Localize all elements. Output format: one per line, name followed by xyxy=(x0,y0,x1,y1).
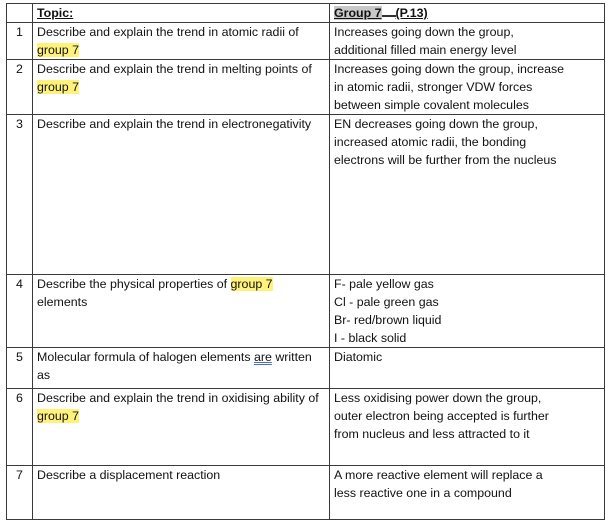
header-topic-cell xyxy=(33,4,330,23)
answer-cell xyxy=(330,466,605,520)
table-row xyxy=(7,115,605,275)
row-number: 5 xyxy=(7,348,33,389)
header-num-cell xyxy=(7,4,33,23)
topic-text: Describe and explain the trend in electronegativity xyxy=(37,117,312,131)
table-row xyxy=(7,60,605,115)
answer-line: A more reactive element will replace a xyxy=(334,468,543,482)
answer-cell xyxy=(330,389,605,466)
answer-line: less reactive one in a compound xyxy=(334,486,512,500)
answer-line: I - black solid xyxy=(334,331,407,345)
topic-text: Molecular formula of halogen elements xyxy=(37,350,254,364)
table-row xyxy=(7,389,605,466)
table-row xyxy=(7,275,605,348)
topic-cell xyxy=(33,348,330,389)
topic-highlight: group 7 xyxy=(37,409,80,423)
topic-text: Describe and explain the trend in oxidising ability of xyxy=(37,391,319,405)
answer-line: outer electron being accepted is further xyxy=(334,409,549,423)
answer-line: increased atomic radii, the bonding xyxy=(334,135,527,149)
row-number: 3 xyxy=(7,115,33,275)
answer-cell xyxy=(330,348,605,389)
topic-cell xyxy=(33,466,330,520)
header-answer-cell xyxy=(330,4,605,23)
topic-heading: Topic: xyxy=(37,6,74,20)
topic-text-end: written as xyxy=(37,350,312,382)
topic-cell xyxy=(33,115,330,275)
topic-cell xyxy=(33,60,330,115)
revision-table xyxy=(6,3,605,520)
page-reference: (P.13) xyxy=(395,6,428,20)
answer-line: Increases going down the group, increase xyxy=(334,62,565,76)
row-number: 6 xyxy=(7,389,33,466)
text-cursor-mark xyxy=(382,4,396,17)
answer-cell xyxy=(330,60,605,115)
answer-line: additional filled main energy level xyxy=(334,43,517,57)
answer-line: from nucleus and less attracted to it xyxy=(334,427,530,441)
answer-line: between simple covalent molecules xyxy=(334,98,529,112)
topic-text: Describe and explain the trend in melting points of xyxy=(37,62,312,76)
grammar-flag-word: are xyxy=(253,350,272,364)
row-number: 2 xyxy=(7,60,33,115)
answer-line: F- pale yellow gas xyxy=(334,277,434,291)
answer-cell xyxy=(330,115,605,275)
row-number: 4 xyxy=(7,275,33,348)
table-row xyxy=(7,348,605,389)
answer-line: Diatomic xyxy=(334,350,383,364)
answer-line: Cl - pale green gas xyxy=(334,295,439,309)
answer-line: in atomic radii, stronger VDW forces xyxy=(334,80,533,94)
topic-highlight: group 7 xyxy=(37,43,80,57)
topic-cell xyxy=(33,275,330,348)
row-number: 1 xyxy=(7,23,33,60)
topic-cell xyxy=(33,389,330,466)
topic-text: Describe a displacement reaction xyxy=(37,468,221,482)
table-row xyxy=(7,23,605,60)
group-heading: Group 7 xyxy=(334,6,382,20)
answer-cell xyxy=(330,275,605,348)
table-row xyxy=(7,466,605,520)
answer-cell xyxy=(330,23,605,60)
topic-text: Describe the physical properties of xyxy=(37,277,231,291)
answer-line: Less oxidising power down the group, xyxy=(334,391,542,405)
topic-text: Describe and explain the trend in atomic radii of xyxy=(37,25,299,39)
answer-line: Br- red/brown liquid xyxy=(334,313,442,327)
answer-line: electrons will be further from the nucleus xyxy=(334,153,557,167)
topic-text-end: elements xyxy=(37,295,88,309)
answer-line: Increases going down the group, xyxy=(334,25,514,39)
row-number: 7 xyxy=(7,466,33,520)
answer-line: EN decreases going down the group, xyxy=(334,117,538,131)
header-row xyxy=(7,4,605,23)
topic-highlight: group 7 xyxy=(37,80,80,94)
topic-highlight: group 7 xyxy=(230,277,273,291)
topic-cell xyxy=(33,23,330,60)
